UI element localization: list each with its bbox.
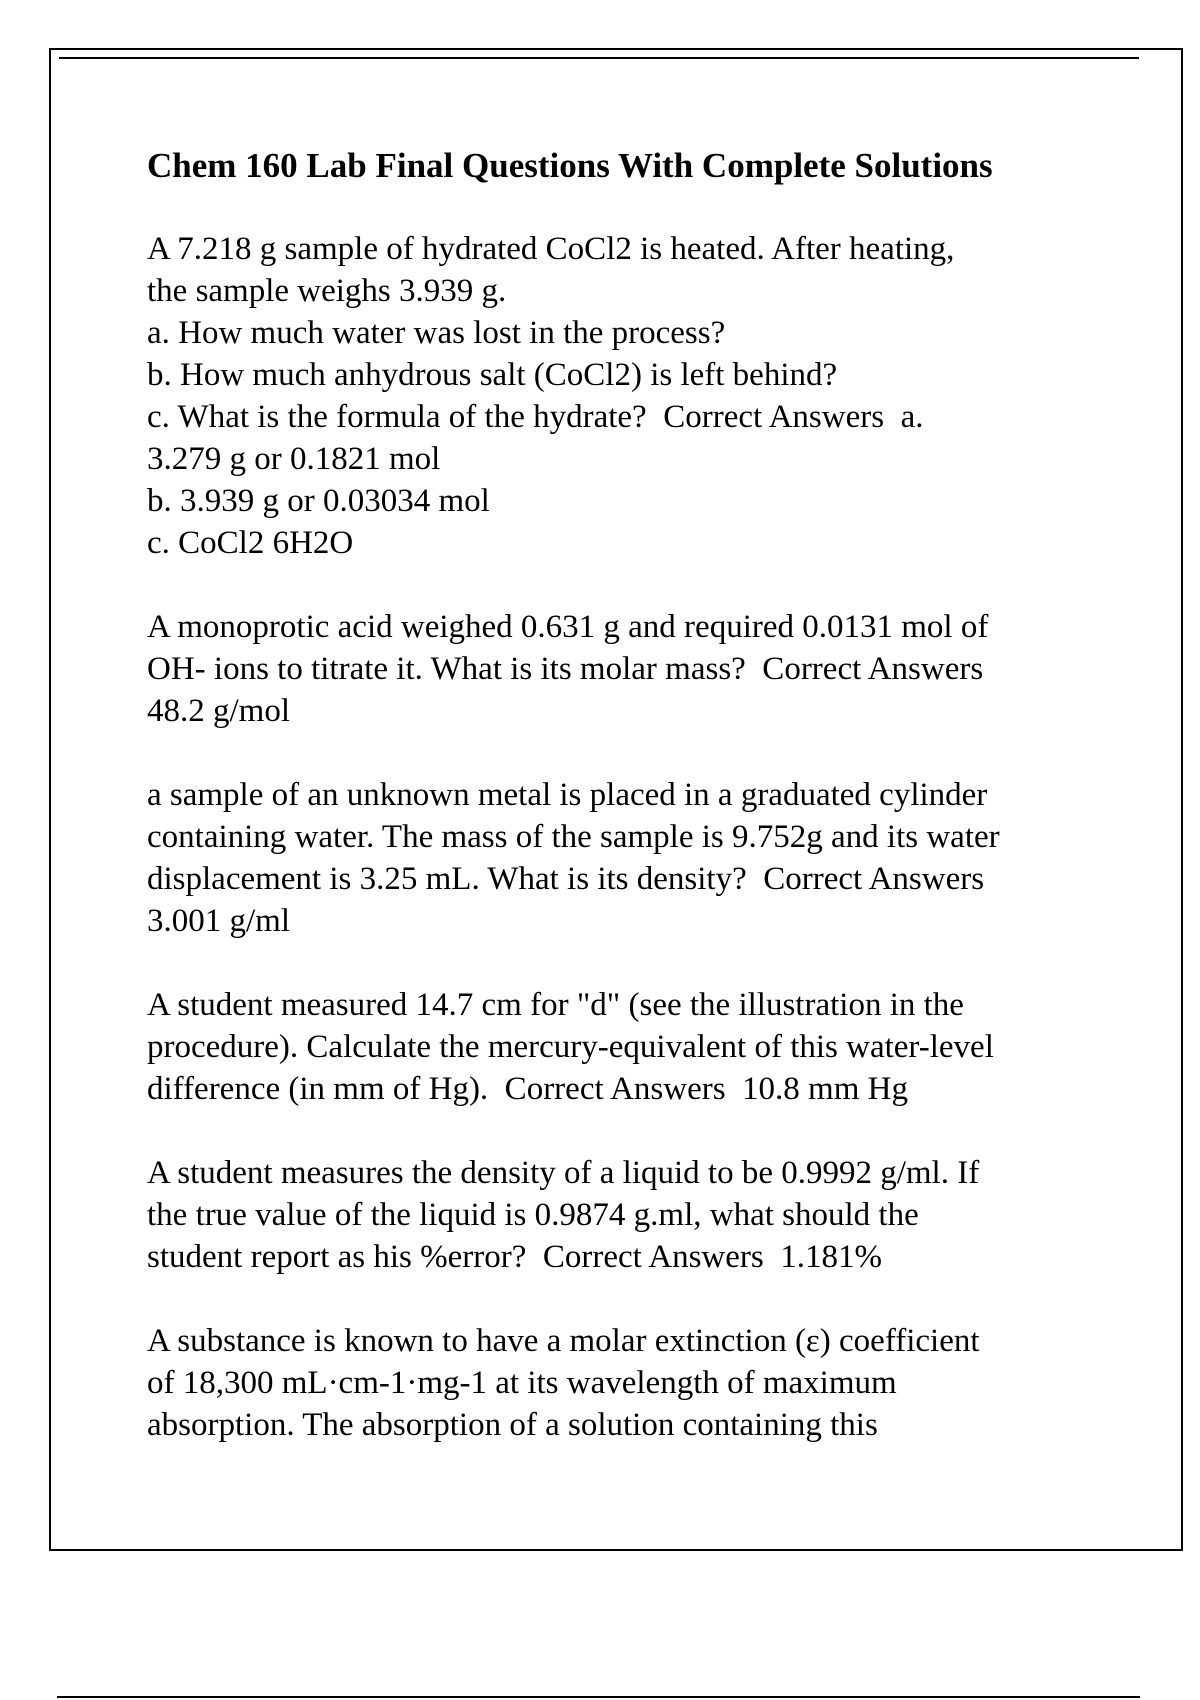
document-content bbox=[147, 146, 1147, 1488]
text-line: student report as his %error? Correct Answers 1.181% bbox=[147, 1239, 882, 1275]
text-line: A substance is known to have a molar extinction (ε) coefficient bbox=[147, 1323, 980, 1359]
text-line: c. CoCl2 6H2O bbox=[147, 525, 354, 561]
qa-block-mercury bbox=[147, 984, 1147, 1110]
text-line: a. How much water was lost in the process? bbox=[147, 315, 726, 351]
text-line: 48.2 g/mol bbox=[147, 693, 291, 729]
qa-block-molar-mass bbox=[147, 606, 1147, 732]
text-line: OH- ions to titrate it. What is its molar mass? Correct Answers bbox=[147, 651, 984, 687]
footer-rule bbox=[57, 1696, 1140, 1698]
text-line: containing water. The mass of the sample is 9.752g and its water bbox=[147, 819, 1000, 855]
text-line: A monoprotic acid weighed 0.631 g and required 0.0131 mol of bbox=[147, 609, 989, 645]
text-line: displacement is 3.25 mL. What is its density? Correct Answers bbox=[147, 861, 985, 897]
qa-block-extinction bbox=[147, 1320, 1147, 1446]
text-line: procedure). Calculate the mercury-equivalent of this water-level bbox=[147, 1029, 994, 1065]
text-line: A student measures the density of a liquid to be 0.9992 g/ml. If bbox=[147, 1155, 980, 1191]
text-line: the true value of the liquid is 0.9874 g.ml, what should the bbox=[147, 1197, 919, 1233]
document-title: Chem 160 Lab Final Questions With Complete Solutions bbox=[147, 146, 993, 185]
header-rule bbox=[59, 57, 1139, 59]
text-line: b. 3.939 g or 0.03034 mol bbox=[147, 483, 490, 519]
qa-block-hydrate bbox=[147, 228, 1147, 564]
text-line: A 7.218 g sample of hydrated CoCl2 is heated. After heating, bbox=[147, 231, 955, 267]
text-line: absorption. The absorption of a solution containing this bbox=[147, 1407, 878, 1443]
text-line: 3.279 g or 0.1821 mol bbox=[147, 441, 441, 477]
text-line: b. How much anhydrous salt (CoCl2) is left behind? bbox=[147, 357, 838, 393]
text-line: A student measured 14.7 cm for "d" (see the illustration in the bbox=[147, 987, 964, 1023]
text-line: of 18,300 mL·cm-1·mg-1 at its wavelength of maximum bbox=[147, 1365, 897, 1401]
text-line: a sample of an unknown metal is placed in a graduated cylinder bbox=[147, 777, 988, 813]
text-line: difference (in mm of Hg). Correct Answers 10.8 mm Hg bbox=[147, 1071, 908, 1107]
qa-block-percent-error bbox=[147, 1152, 1147, 1278]
text-line: 3.001 g/ml bbox=[147, 903, 291, 939]
qa-block-density bbox=[147, 774, 1147, 942]
page-frame bbox=[49, 48, 1183, 1551]
text-line: c. What is the formula of the hydrate? Correct Answers a. bbox=[147, 399, 924, 435]
text-line: the sample weighs 3.939 g. bbox=[147, 273, 507, 309]
